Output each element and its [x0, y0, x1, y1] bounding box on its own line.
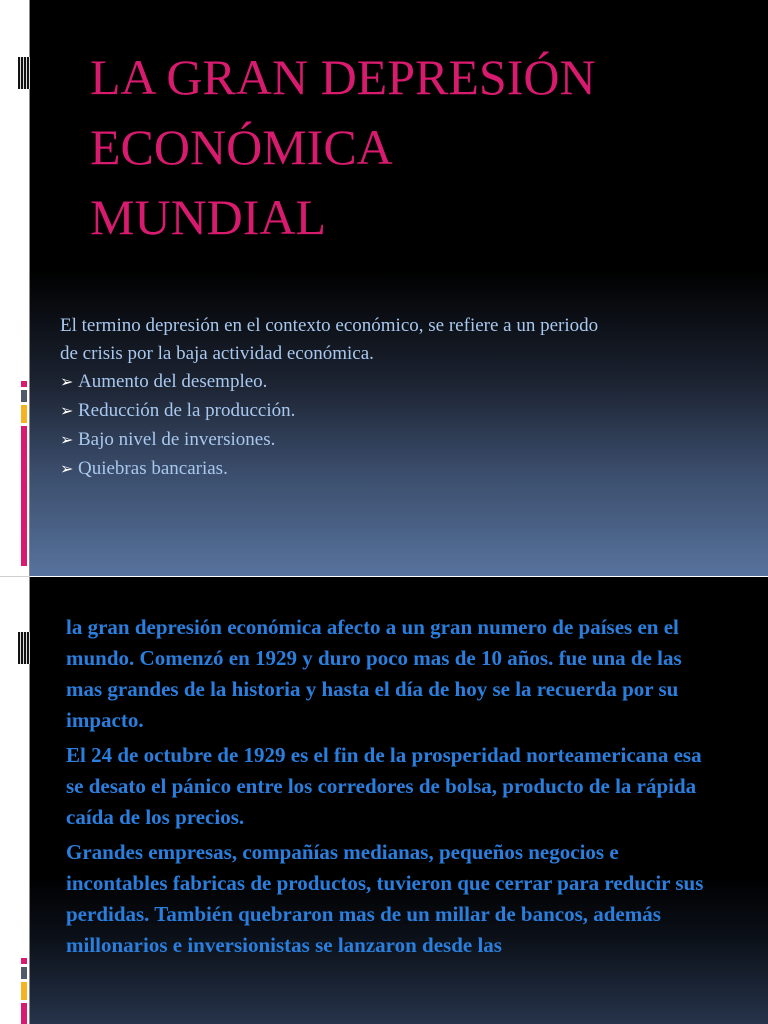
arrow-bullet-icon: ➢ — [60, 461, 74, 478]
pink-long-bar — [21, 426, 27, 566]
pink-small-bar — [21, 958, 27, 964]
list-item: ➢ Quiebras bancarias. — [60, 455, 740, 484]
gray-bar — [21, 390, 27, 402]
list-item: ➢ Aumento del desempleo. — [60, 368, 740, 397]
title-line-3: MUNDIAL — [90, 189, 327, 245]
paragraph: El 24 de octubre de 1929 es el fin de la prosperidad norteamericana esa se desato el pánico entre los corredores de bolsa, producto de la rápida caída de los precios. — [66, 743, 702, 829]
title-line-1: LA GRAN DEPRESIÓN — [90, 49, 596, 105]
slide-2-body — [66, 612, 716, 965]
list-item: ➢ Bajo nivel de inversiones. — [60, 426, 740, 455]
intro-line-1: El termino depresión en el contexto económico, se refiere a un periodo — [60, 315, 599, 336]
slide-divider — [0, 576, 30, 577]
arrow-bullet-icon: ➢ — [60, 374, 74, 391]
paragraph: la gran depresión económica afecto a un gran numero de países en el mundo. Comenzó en 1929 y duro poco mas de 10 años. fue una de las mas grandes de la historia y hasta el día de hoy se la recuerda por su impacto. — [66, 615, 682, 732]
arrow-bullet-icon: ➢ — [60, 403, 74, 420]
title-line-2: ECONÓMICA — [90, 119, 393, 175]
list-item: ➢ Reducción de la producción. — [60, 397, 740, 426]
intro-block — [60, 312, 740, 484]
gray-bar — [21, 967, 27, 979]
yellow-bar — [21, 405, 27, 423]
yellow-bar — [21, 982, 27, 1000]
barcode-decoration-icon — [18, 57, 30, 89]
slide-title — [90, 42, 596, 252]
paragraph: Grandes empresas, compañías medianas, pequeños negocios e incontables fabricas de productos, tuvieron que cerrar para reducir sus perdidas. También quebraron mas de un millar de bancos, además millonarios e inversionistas se lanzaron desde las — [66, 840, 704, 957]
barcode-decoration-icon — [18, 632, 30, 664]
pink-long-bar — [21, 1003, 27, 1024]
intro-line-2: de crisis por la baja actividad económica. — [60, 343, 374, 364]
arrow-bullet-icon: ➢ — [60, 432, 74, 449]
pink-small-bar — [21, 381, 27, 387]
